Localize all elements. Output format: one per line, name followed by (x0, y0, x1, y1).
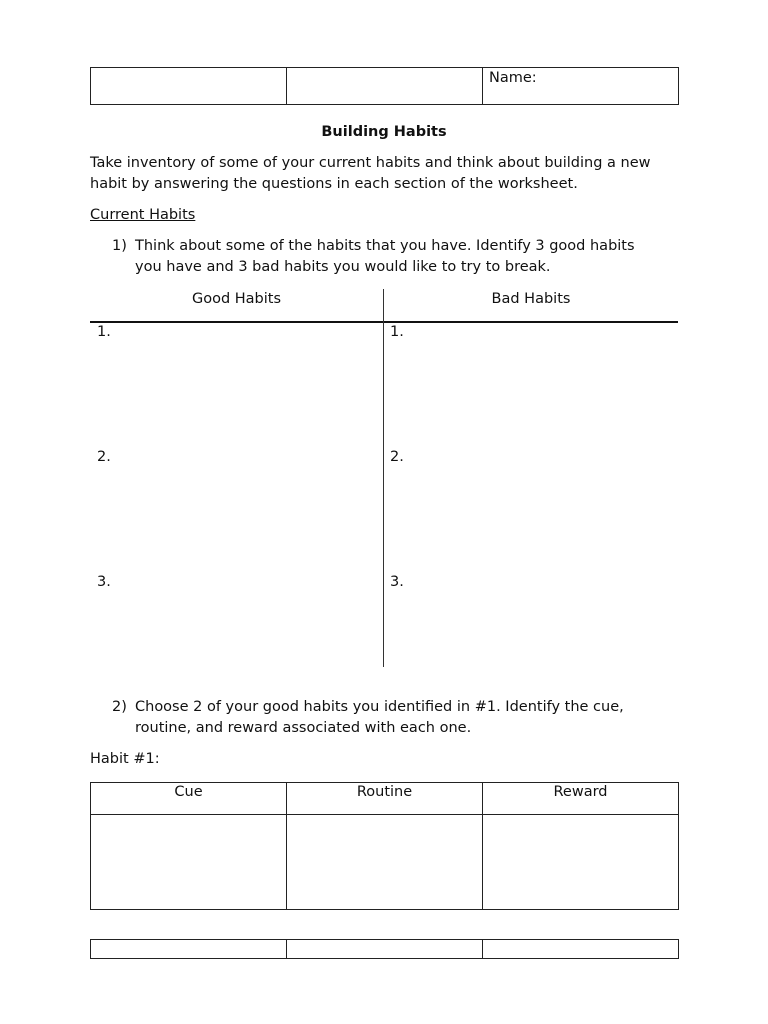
next-table-cell-3[interactable] (483, 940, 679, 959)
bad-habits-header: Bad Habits (491, 291, 571, 307)
reward-header: Reward (553, 784, 608, 800)
good-habit-3-number: 3. (97, 574, 111, 590)
name-field[interactable] (483, 68, 679, 105)
routine-header-cell (287, 783, 483, 815)
question-2 (112, 697, 672, 741)
cue-header: Cue (174, 784, 203, 800)
bad-habit-3-number: 3. (390, 574, 404, 590)
cue-answer-cell[interactable] (91, 815, 287, 910)
tchart-horizontal-divider (90, 321, 678, 323)
tchart-vertical-divider (383, 289, 384, 667)
good-habit-2-number: 2. (97, 449, 111, 465)
question-1-number: 1) (112, 238, 127, 254)
intro-paragraph: Take inventory of some of your current habits and think about building a new habit by answering the questions in each section of the worksheet. (90, 155, 651, 192)
name-label: Name: (489, 70, 537, 86)
header-table (90, 67, 679, 105)
bad-habit-1-number: 1. (390, 324, 404, 340)
header-cell-blank-2[interactable] (287, 68, 483, 105)
routine-answer-cell[interactable] (287, 815, 483, 910)
good-habits-header: Good Habits (191, 291, 282, 307)
next-habit-table (90, 939, 679, 959)
page-title: Building Habits (321, 124, 447, 140)
question-1-text: Think about some of the habits that you have. Identify 3 good habits you have and 3 bad habits you would like to try to break. (135, 238, 635, 275)
header-cell-blank-1[interactable] (91, 68, 287, 105)
question-2-text: Choose 2 of your good habits you identified in #1. Identify the cue, routine, and reward associated with each one. (135, 699, 624, 736)
current-habits-heading: Current Habits (90, 207, 196, 223)
habit-1-label: Habit #1: (90, 751, 160, 767)
reward-answer-cell[interactable] (483, 815, 679, 910)
reward-header-cell (483, 783, 679, 815)
next-table-cell-1[interactable] (91, 940, 287, 959)
question-2-number: 2) (112, 699, 127, 715)
routine-header: Routine (356, 784, 413, 800)
bad-habit-2-number: 2. (390, 449, 404, 465)
good-habit-1-number: 1. (97, 324, 111, 340)
cue-header-cell (91, 783, 287, 815)
cue-routine-reward-table (90, 782, 679, 910)
next-table-cell-2[interactable] (287, 940, 483, 959)
question-1 (112, 236, 672, 280)
